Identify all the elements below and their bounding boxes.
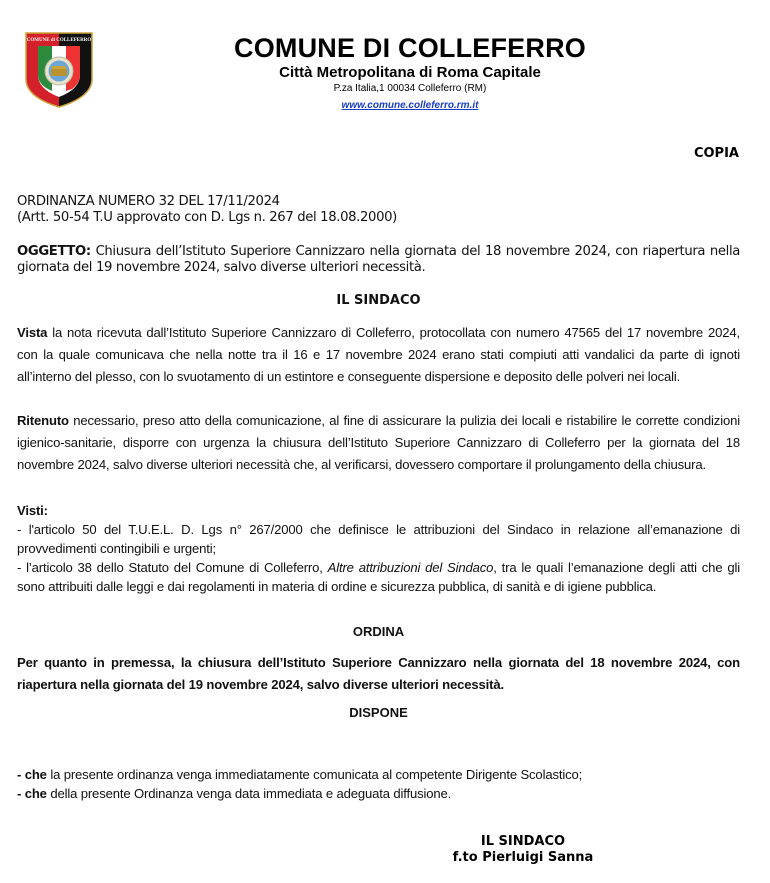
municipality-subtitle: Città Metropolitana di Roma Capitale <box>279 64 541 81</box>
dispone-item <box>17 784 740 803</box>
copy-label: COPIA <box>693 146 739 161</box>
subject-label: OGGETTO: <box>17 244 91 259</box>
dispone-item-label: che <box>24 786 47 801</box>
ordinance-number-block <box>17 194 740 226</box>
dispone-item <box>17 765 740 784</box>
vista-paragraph <box>17 322 740 388</box>
visti-item-article-50: - l'articolo 50 del T.U.E.L. D. Lgs n° 267/2000 che definisce le attribuzioni del Sindaco in relazione all’emanazione di provvedimenti contingibili e urgenti; <box>17 522 740 556</box>
dispone-item-label: che <box>24 767 47 782</box>
vista-text: la nota ricevuta dall’Istituto Superiore Cannizzaro di Colleferro, protocollata con numero 47565 del 17 novembre 2024, con la quale comunicava che nella notte tra il 16 e 17 novembre 2024 erano stati compiuti atti vandalici da parte di ignoti all’interno del plesso, con lo svuotamento di un estintore e conseguente dispersione e deposito delle polveri nei locali. <box>17 325 740 384</box>
signature-name: f.to Pierluigi Sanna <box>452 850 594 865</box>
ordina-paragraph: Per quanto in premessa, la chiusura dell’Istituto Superiore Cannizzaro nella giornata del 18 novembre 2024, con riapertura nella giornata del 19 novembre 2024, salvo diverse ulteriori necessità. <box>17 655 740 692</box>
visti-item2-prefix: - l’articolo 38 dello Statuto del Comune di Colleferro, <box>17 560 328 575</box>
visti-item2-suffix: , tra le quali l’emanazione degli atti che gli sono attribuiti dalle leggi e dai regolamenti in materia di ordine e sicurezza pubblica, di sanità e di igiene pubblica. <box>17 560 740 594</box>
website-link[interactable]: www.comune.colleferro.rm.it <box>341 100 479 111</box>
visti-label: Visti: <box>17 503 48 518</box>
crest-shield-icon <box>24 31 94 109</box>
municipality-title: COMUNE DI COLLEFERRO <box>234 33 586 63</box>
mayor-heading: IL SINDACO <box>336 293 421 308</box>
ritenuto-label: Ritenuto <box>17 413 69 428</box>
ritenuto-paragraph <box>17 410 740 476</box>
signature-title: IL SINDACO <box>480 834 566 849</box>
dispone-heading: DISPONE <box>349 705 408 720</box>
vista-label: Vista <box>17 325 48 340</box>
crest-text: COMUNE di COLLEFERRO <box>26 38 92 43</box>
visti-item2-italic: Altre attribuzioni del Sindaco <box>327 560 494 575</box>
signature-block <box>423 834 623 866</box>
subject-text: Chiusura dell’Istituto Superiore Cannizzaro nella giornata del 18 novembre 2024, con riapertura nella giornata del 19 novembre 2024, salvo diverse ulteriori necessità. <box>17 244 740 275</box>
visti-section <box>17 501 740 596</box>
dispone-item-prefix: - <box>17 767 25 782</box>
dispone-item-text: della presente Ordinanza venga data immediata e adeguata diffusione. <box>46 786 452 801</box>
dispone-item-prefix: - <box>17 786 25 801</box>
dispone-list <box>17 765 740 803</box>
legal-reference: (Artt. 50-54 T.U approvato con D. Lgs n. 267 del 18.08.2000) <box>17 210 397 225</box>
letterhead <box>200 32 620 113</box>
ordina-heading: ORDINA <box>352 624 405 639</box>
municipality-address: P.za Italia,1 00034 Colleferro (RM) <box>333 83 487 94</box>
dispone-item-text: la presente ordinanza venga immediatamente comunicata al competente Dirigente Scolastico; <box>46 767 583 782</box>
subject-paragraph <box>17 244 740 276</box>
ordinance-number: ORDINANZA NUMERO 32 DEL 17/11/2024 <box>17 194 280 209</box>
visti-item-article-38 <box>17 558 740 596</box>
ritenuto-text: necessario, preso atto della comunicazione, al fine di assicurare la pulizia dei locali e ristabilire le corrette condizioni igienico-sanitarie, disporre con urgenza la chiusura dell’Istituto Superiore Cannizzaro di Colleferro per la giornata del 18 novembre 2024, salvo diverse ulteriori necessità che, al verificarsi, dovessero comportare il prolungamento della chiusura. <box>17 413 740 472</box>
municipal-crest-logo <box>24 31 94 109</box>
